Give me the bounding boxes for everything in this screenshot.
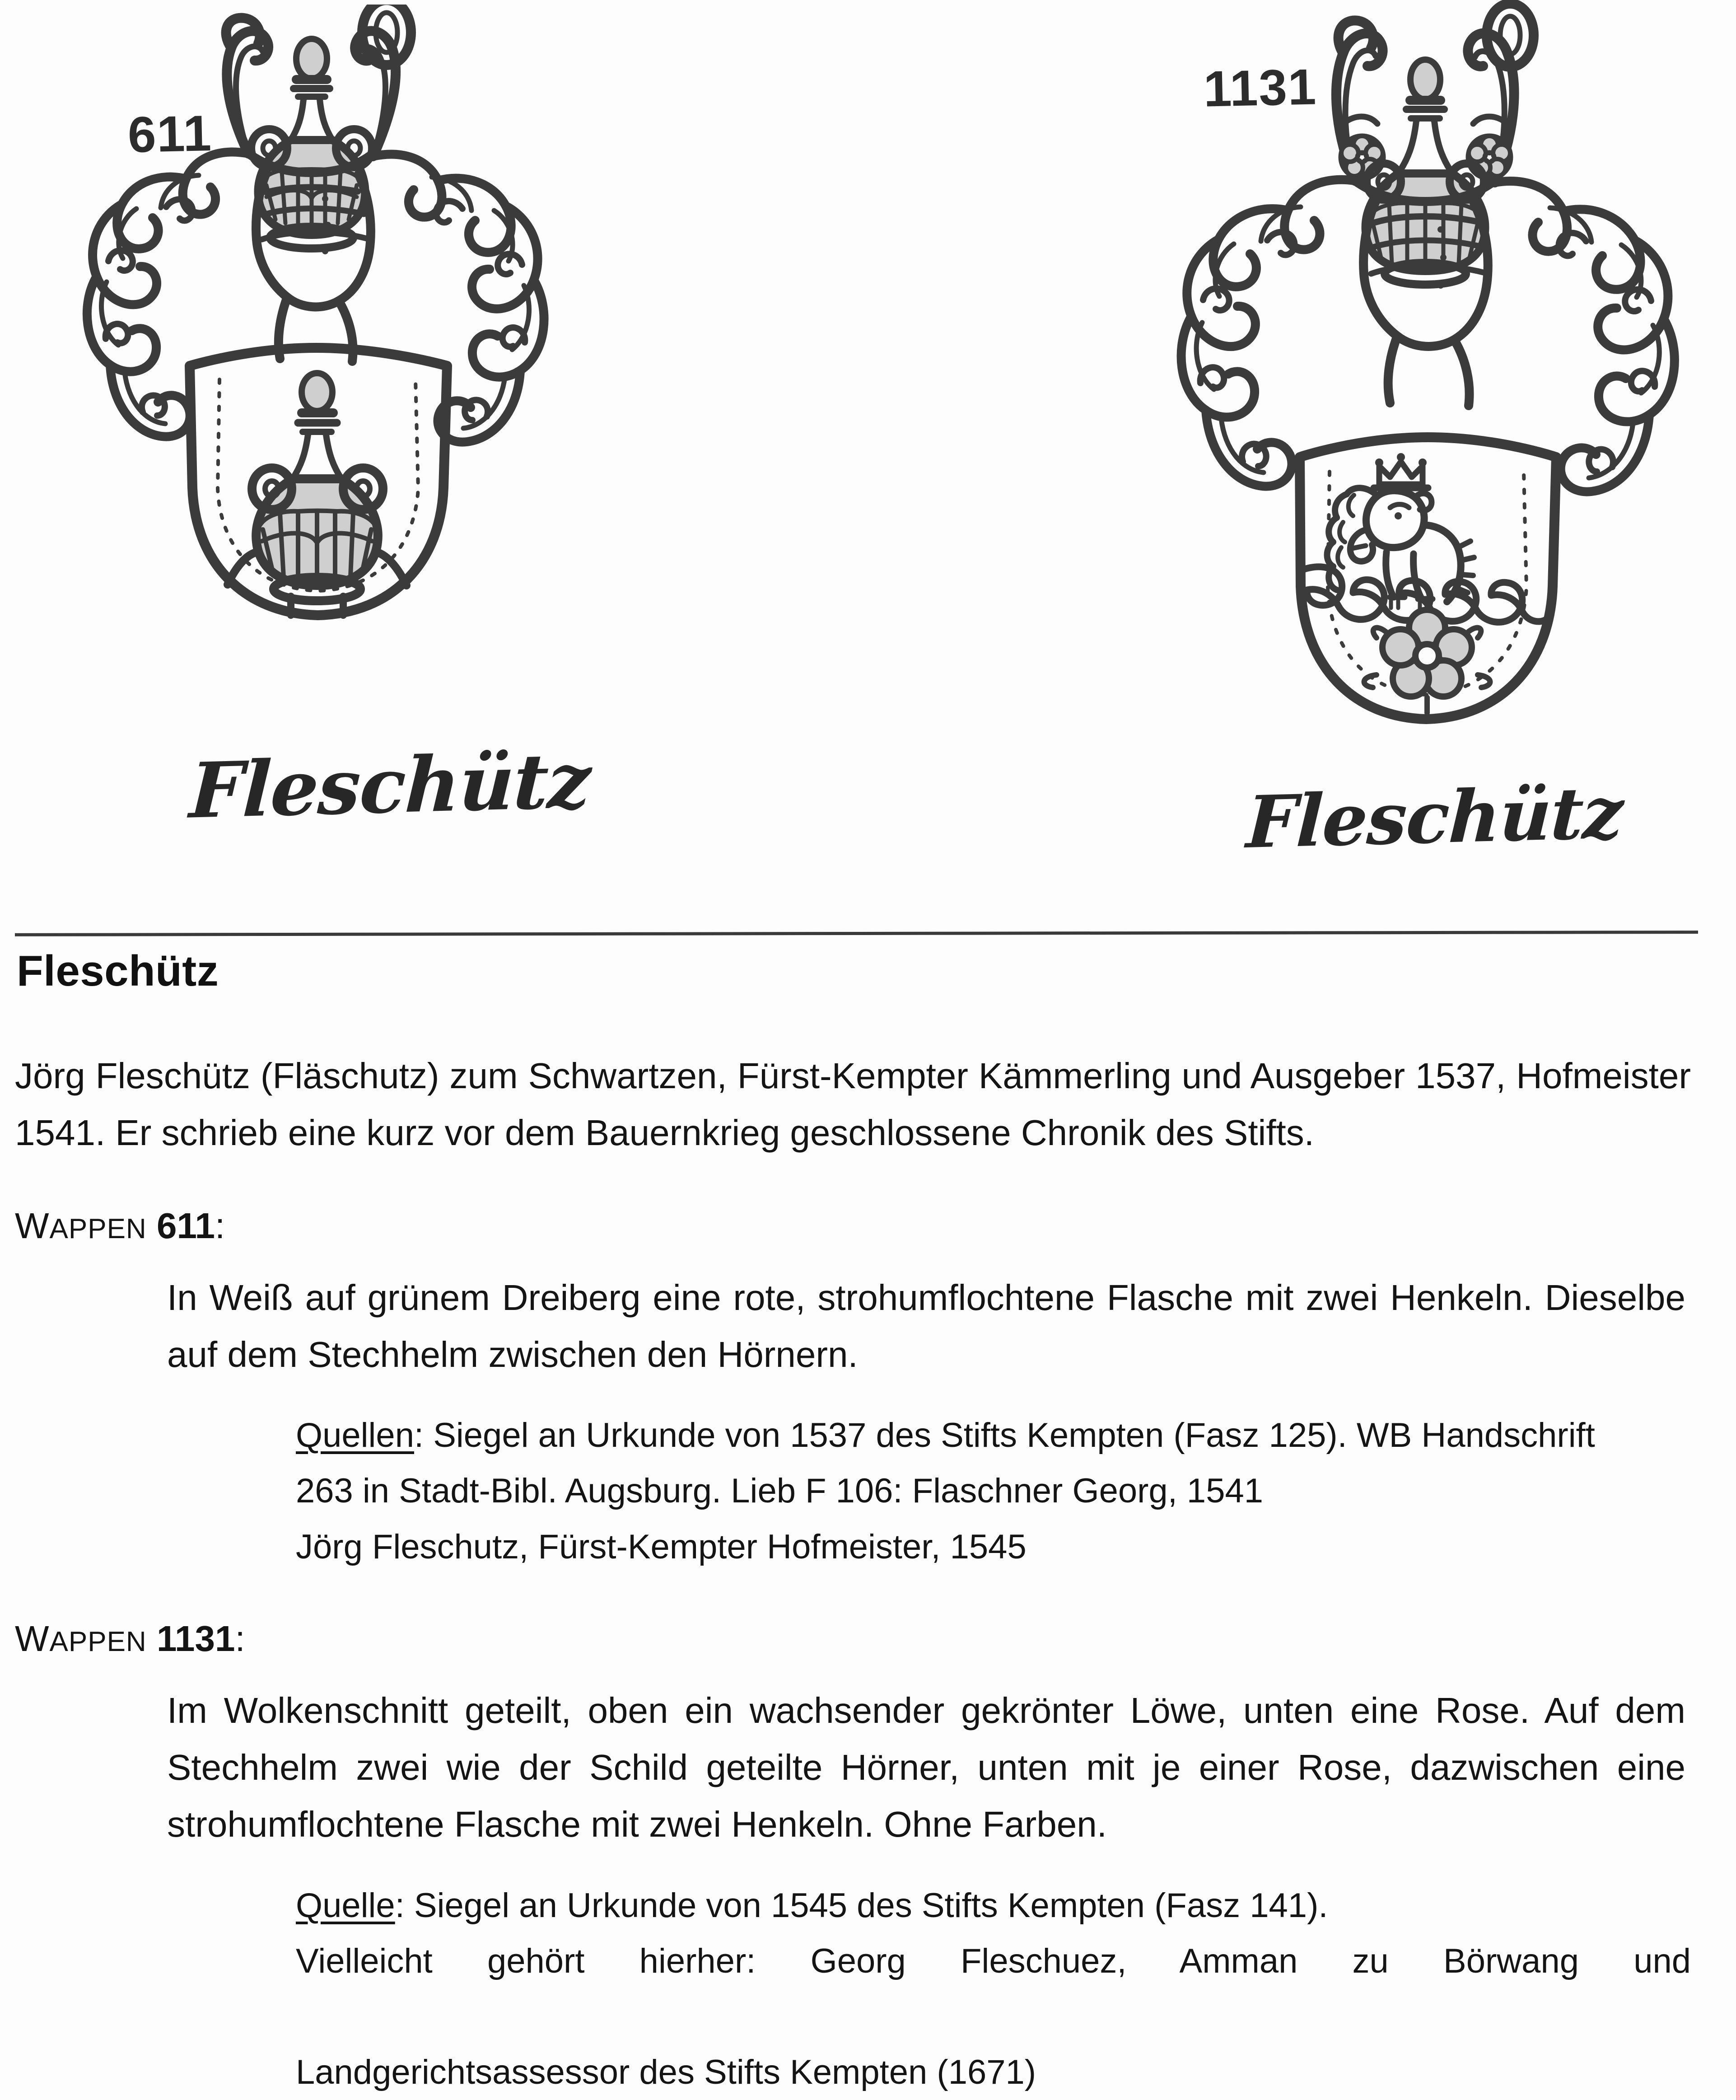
source-line: Landgerichtsassessor des Stifts Kempten (1671) xyxy=(296,2053,1036,2092)
wappen-colon-1131: : xyxy=(235,1618,245,1659)
wappen-label-1131: WAPPEN xyxy=(15,1618,147,1659)
sources-label-611: Quellen xyxy=(296,1416,414,1455)
horizontal-rule xyxy=(15,931,1698,936)
wappen-number-1131: 1131 xyxy=(156,1618,235,1659)
sources-611 xyxy=(0,1383,1736,1574)
wappen-heading-1131 xyxy=(0,1575,1736,1661)
wappen-label-611: WAPPEN xyxy=(15,1205,147,1246)
source-line: Quellen: Siegel an Urkunde von 1537 des Stifts Kempten (Fasz 125). WB Handschrift xyxy=(296,1416,1595,1455)
source-text: Siegel an Urkunde von 1537 des Stifts Kempten (Fasz 125). WB Handschrift xyxy=(433,1416,1595,1455)
intro-paragraph: Jörg Fleschütz (Fläschutz) zum Schwartzen, Fürst-Kempter Kämmerling und Ausgeber 1537, Hofmeister 1541. Er schrieb eine kurz vor dem Bauernkrieg geschlossene Chronik des Stifts. xyxy=(15,1055,1691,1153)
sources-label-1131: Quelle xyxy=(296,1886,395,1925)
arms-script-name-1131: Fleschütz xyxy=(1245,771,1624,865)
source-line: Jörg Fleschutz, Fürst-Kempter Hofmeister, 1545 xyxy=(296,1527,1027,1566)
wappen-heading-611 xyxy=(0,1162,1736,1249)
source-line: Vielleicht gehört hierher: Georg Fleschuez, Amman zu Börwang und xyxy=(296,1941,1691,1980)
arms-plate xyxy=(0,0,1736,917)
blazon-611: In Weiß auf grünem Dreiberg eine rote, strohumflochtene Flasche mit zwei Henkeln. Dieselbe auf dem Stechhelm zwischen den Hörnern. xyxy=(167,1277,1685,1375)
arms-script-name-611: Fleschütz xyxy=(187,735,592,836)
arms-number-1131: 1131 xyxy=(1203,58,1318,117)
blazon-1131: Im Wolkenschnitt geteilt, oben ein wachsender gekrönter Löwe, unten eine Rose. Auf dem Stechhelm zwei wie der Schild geteilte Hörner, unten mit je einer Rose, dazwischen eine strohumflochtene Flasche mit zwei Henkeln. Ohne Farben. xyxy=(167,1690,1685,1845)
source-line: Quelle: Siegel an Urkunde von 1545 des Stifts Kempten (Fasz 141). xyxy=(296,1886,1328,1925)
wappen-colon-611: : xyxy=(215,1205,225,1246)
arms-number-611: 611 xyxy=(127,105,213,163)
wappen-number-611: 611 xyxy=(156,1205,215,1246)
sources-1131 xyxy=(0,1853,1736,2100)
document-body xyxy=(0,949,1736,2100)
page-title: Fleschütz xyxy=(17,947,219,995)
source-text: Siegel an Urkunde von 1545 des Stifts Kempten (Fasz 141). xyxy=(414,1886,1328,1925)
source-line: 263 in Stadt-Bibl. Augsburg. Lieb F 106: Flaschner Georg, 1541 xyxy=(296,1472,1263,1511)
